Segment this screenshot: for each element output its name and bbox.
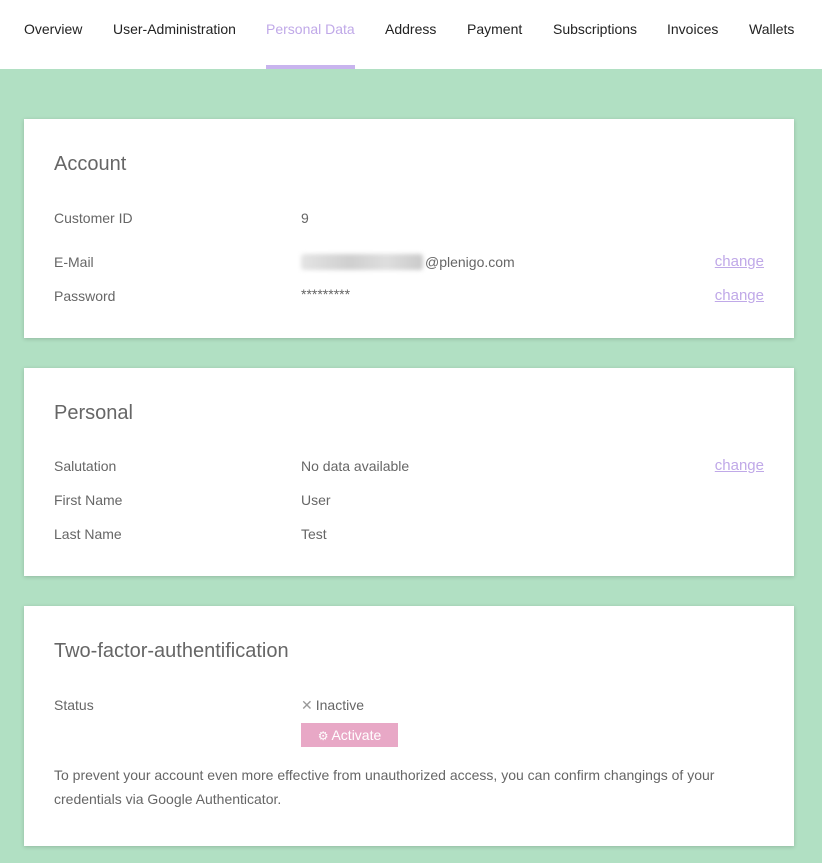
tab-user-administration[interactable]: User-Administration xyxy=(113,21,236,37)
password-value: ********* xyxy=(301,286,351,302)
activate-button[interactable] xyxy=(301,723,398,747)
first-name-label: First Name xyxy=(54,492,123,508)
tab-address[interactable]: Address xyxy=(385,21,437,37)
password-change-link[interactable]: change xyxy=(714,287,764,304)
status-value xyxy=(301,697,364,714)
personal-card xyxy=(24,368,794,576)
last-name-label: Last Name xyxy=(54,526,122,542)
salutation-value: No data available xyxy=(301,458,410,474)
tab-overview[interactable]: Overview xyxy=(24,21,83,37)
status-text: Inactive xyxy=(315,697,364,713)
email-domain: @plenigo.com xyxy=(425,254,515,270)
tab-subscriptions[interactable]: Subscriptions xyxy=(553,21,638,37)
customer-id-label: Customer ID xyxy=(54,210,133,226)
customer-id-value: 9 xyxy=(301,210,309,226)
last-name-value: Test xyxy=(301,526,327,542)
salutation-label: Salutation xyxy=(54,458,117,474)
email-value xyxy=(301,254,515,270)
two-factor-title: Two-factor-authentification xyxy=(54,640,289,662)
personal-title: Personal xyxy=(54,402,133,424)
account-title: Account xyxy=(54,153,127,175)
tab-personal-data[interactable]: Personal Data xyxy=(266,0,355,69)
email-redacted xyxy=(301,254,423,270)
account-card xyxy=(24,119,794,338)
password-label: Password xyxy=(54,288,116,304)
tab-invoices[interactable]: Invoices xyxy=(667,21,719,37)
top-navigation xyxy=(0,0,822,69)
two-factor-description: To prevent your account even more effective from unauthorized access, you can confirm changings of your credentials via Google Authenticator. xyxy=(54,767,715,807)
tab-payment[interactable]: Payment xyxy=(467,21,523,37)
email-label: E-Mail xyxy=(54,254,94,270)
status-label: Status xyxy=(54,697,94,713)
two-factor-card xyxy=(24,606,794,846)
activate-label: Activate xyxy=(331,727,382,743)
salutation-change-link[interactable]: change xyxy=(714,457,764,474)
tab-wallets[interactable]: Wallets xyxy=(749,21,795,37)
close-x-icon: ✕ xyxy=(301,697,313,713)
email-change-link[interactable]: change xyxy=(714,253,764,270)
gears-icon: ⚙ xyxy=(317,729,329,743)
first-name-value: User xyxy=(301,492,331,508)
